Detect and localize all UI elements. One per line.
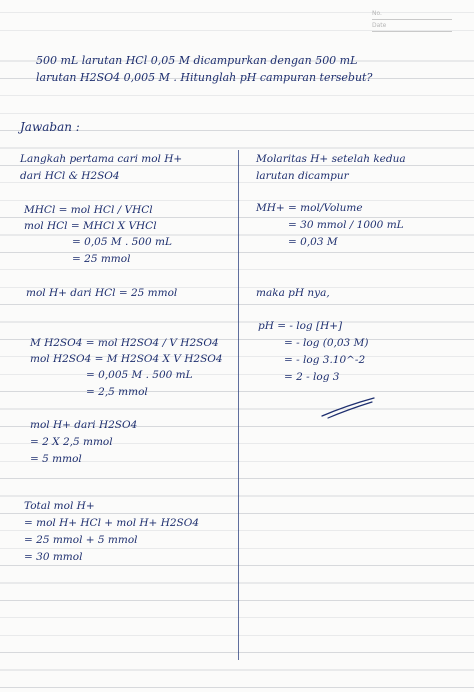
mol-h-h2so4-calc: = 2 X 2,5 mmol <box>30 436 113 448</box>
step1-line-2: dari HCl & H2SO4 <box>20 170 120 182</box>
mol-h2so4-formula: mol H2SO4 = M H2SO4 X V H2SO4 <box>30 353 223 365</box>
ph-line-1: pH = - log [H+] <box>258 320 343 332</box>
mh-result: = 0,03 M <box>288 236 338 248</box>
m-hcl-formula: MHCl = mol HCl / VHCl <box>24 204 153 216</box>
mol-hcl-substitution: = 0,05 M . 500 mL <box>72 236 172 248</box>
no-label: No. <box>372 8 452 20</box>
mol-h-h2so4-result: = 5 mmol <box>30 453 82 465</box>
molaritas-line-1: Molaritas H+ setelah kedua <box>256 153 406 165</box>
mol-hcl-result: = 25 mmol <box>72 253 131 265</box>
molaritas-line-2: larutan dicampur <box>256 170 349 182</box>
date-label: Date <box>372 20 452 32</box>
question-line-2: larutan H2SO4 0,005 M . Hitunglah pH campuran tersebut? <box>36 71 373 84</box>
mol-h2so4-substitution: = 0,005 M . 500 mL <box>86 369 193 381</box>
step1-line-1: Langkah pertama cari mol H+ <box>20 153 183 165</box>
column-divider <box>238 150 239 660</box>
maka-ph-label: maka pH nya, <box>256 287 330 299</box>
mol-h-from-h2so4: mol H+ dari H2SO4 <box>30 419 138 431</box>
m-h2so4-formula: M H2SO4 = mol H2SO4 / V H2SO4 <box>30 337 219 349</box>
total-formula: = mol H+ HCl + mol H+ H2SO4 <box>24 517 200 529</box>
mol-h2so4-result: = 2,5 mmol <box>86 386 148 398</box>
no-date-header <box>372 8 452 32</box>
mol-h-from-hcl: mol H+ dari HCl = 25 mmol <box>26 287 178 299</box>
final-answer-marks <box>318 396 378 420</box>
mol-hcl-formula: mol HCl = MHCl X VHCl <box>24 220 157 232</box>
total-title: Total mol H+ <box>24 500 95 512</box>
mh-formula: MH+ = mol/Volume <box>256 202 363 214</box>
answer-label: Jawaban : <box>20 120 80 134</box>
question-line-1: 500 mL larutan HCl 0,05 M dicampurkan dengan 500 mL <box>36 54 358 67</box>
ph-line-4: = 2 - log 3 <box>284 371 340 383</box>
ph-line-2: = - log (0,03 M) <box>284 337 369 349</box>
total-substitution: = 25 mmol + 5 mmol <box>24 534 138 546</box>
total-result: = 30 mmol <box>24 551 83 563</box>
ph-line-3: = - log 3.10^-2 <box>284 354 366 366</box>
mh-substitution: = 30 mmol / 1000 mL <box>288 219 404 231</box>
